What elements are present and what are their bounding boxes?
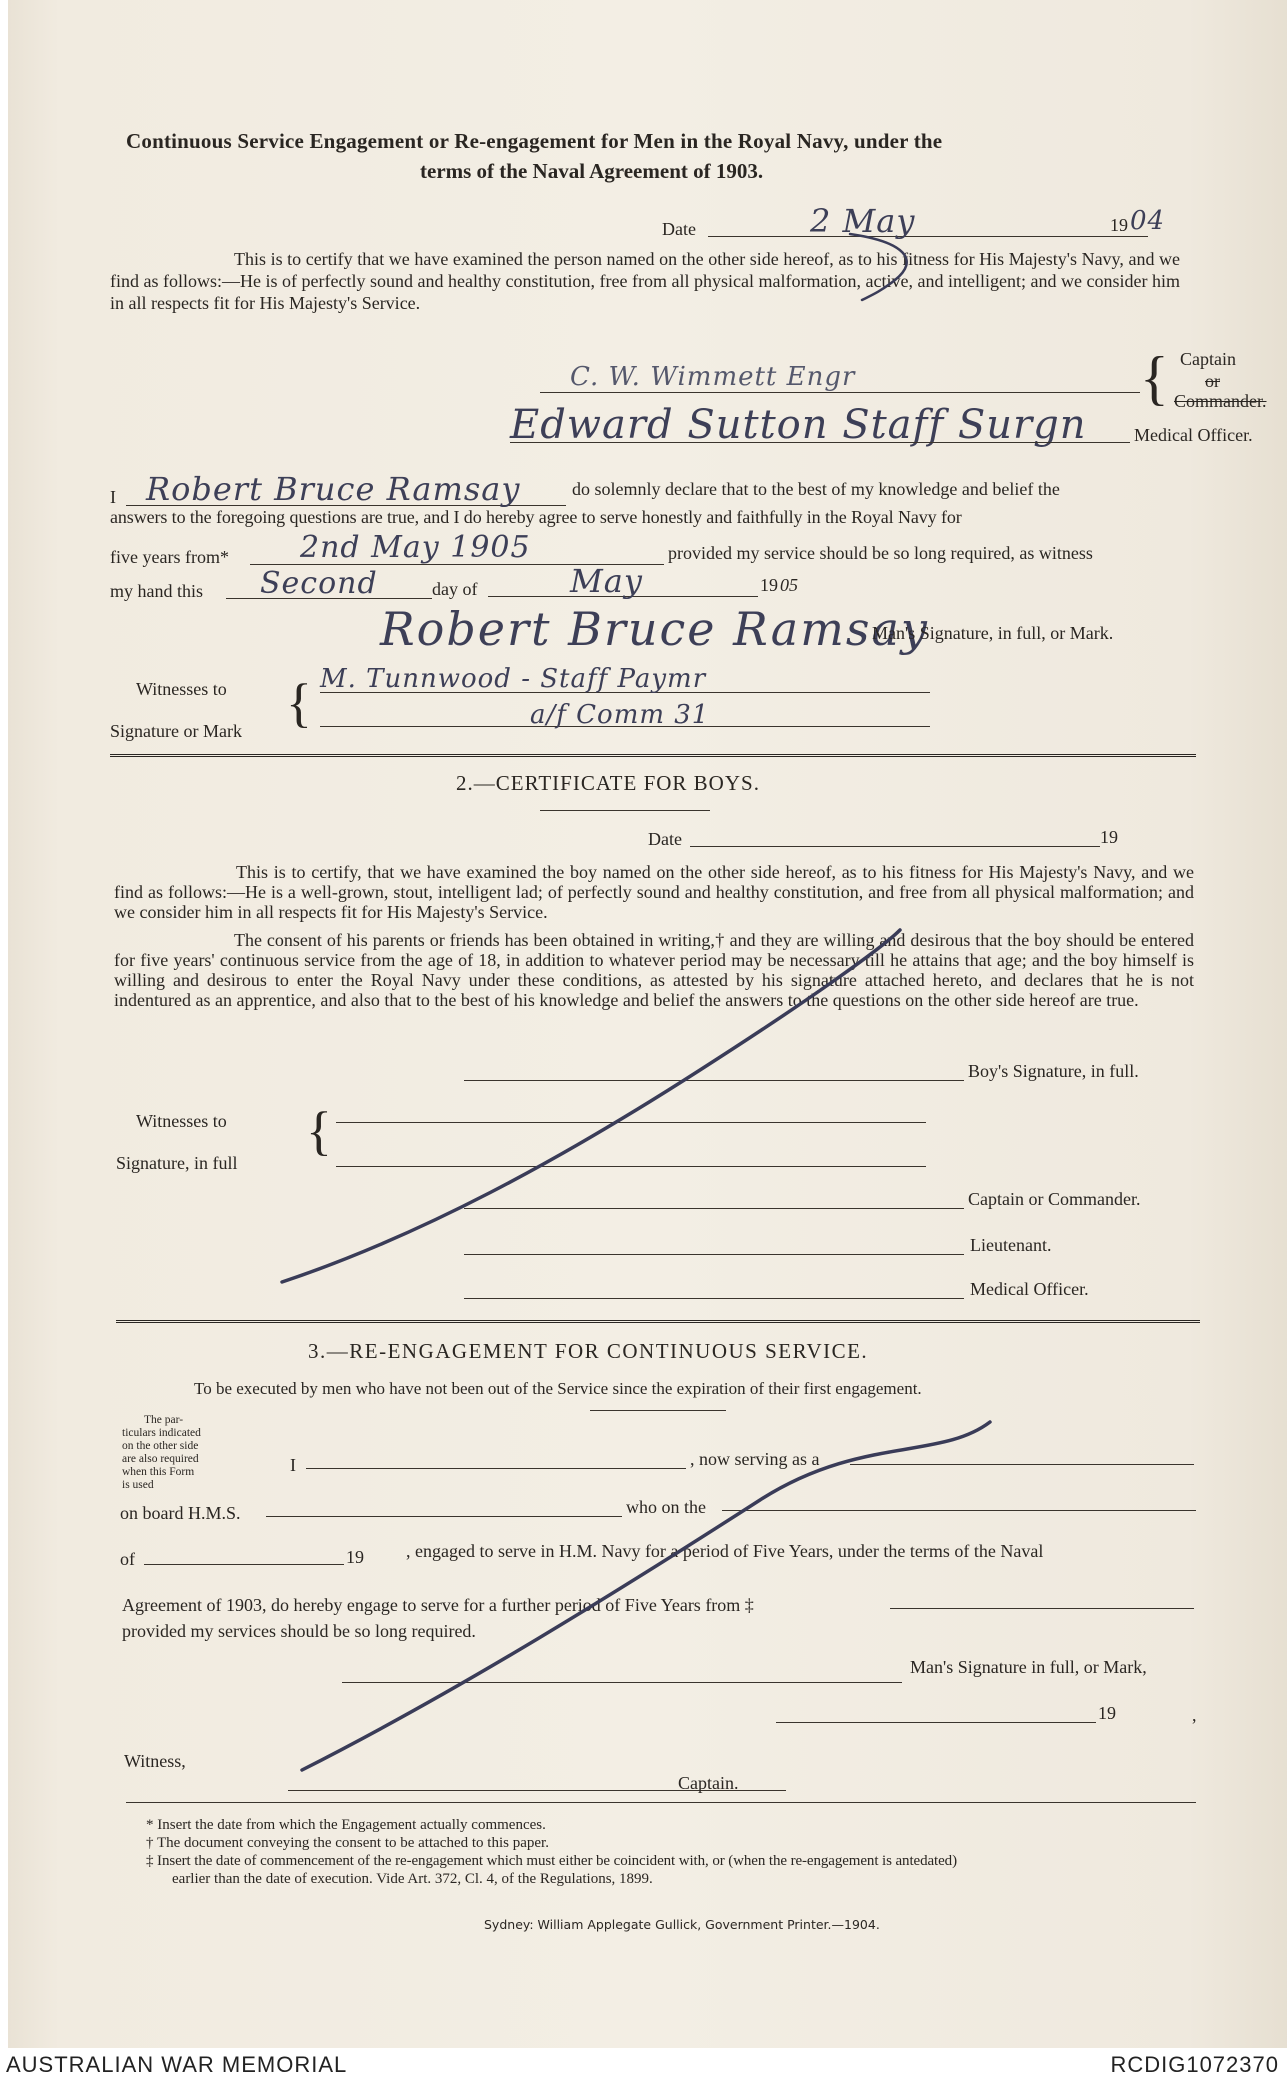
captain-label: Captain — [1180, 349, 1236, 369]
date-year-value: 04 — [1130, 206, 1166, 236]
day-of-label: day of — [432, 579, 478, 599]
section3-heading: 3.—RE-ENGAGEMENT FOR CONTINUOUS SERVICE. — [308, 1339, 869, 1363]
form-title-line2: terms of the Naval Agreement of 1903. — [420, 159, 764, 183]
boy-captain-label: Captain or Commander. — [968, 1189, 1141, 1209]
day-value: Second — [260, 566, 378, 601]
captain-signature: C. W. Wimmett Engr — [570, 362, 856, 392]
printer-imprint: Sydney: William Applegate Gullick, Government Printer.—1904. — [484, 1917, 880, 1932]
section3-subheading: To be executed by men who have not been out of the Service since the expiration of their first engagement. — [194, 1379, 922, 1398]
re-i-label: I — [290, 1455, 296, 1475]
certify-paragraph: This is to certify that we have examined the person named on the other side hereof, as to his fitness for His Majesty's Navy, and we find as follows:—He is of perfectly sound and healthy constitution, free from all physical malformation, active, and intelligent; and we consider him in all respects fit for His Majesty's Service. — [110, 249, 1180, 313]
who-on-the-label: who on the — [626, 1497, 706, 1517]
hand-year-label: 19 — [760, 575, 778, 595]
re-year-comma: , — [1192, 1705, 1197, 1725]
boy-lieutenant-label: Lieutenant. — [970, 1235, 1052, 1255]
date-year-prefix: 19 — [1110, 215, 1128, 235]
witnesses-label-1: Witnesses to — [136, 679, 227, 699]
re-man-signature-label: Man's Signature in full, or Mark, — [910, 1657, 1147, 1677]
witness-2-signature: a/f Comm 31 — [530, 700, 710, 730]
footnote-1: * Insert the date from which the Engagement actually commences. — [146, 1817, 546, 1833]
witness-1-signature: M. Tunnwood - Staff Paymr — [320, 664, 707, 694]
agreement-text: Agreement of 1903, do hereby engage to serve for a further period of Five Years from ‡ — [122, 1595, 754, 1615]
boy-signature-label: Boy's Signature, in full. — [968, 1061, 1139, 1081]
boy-medical-label: Medical Officer. — [970, 1279, 1089, 1299]
declare-i-label: I — [110, 487, 116, 507]
declare-text-2: answers to the foregoing questions are true, and I do hereby agree to serve honestly and faithfully in the Royal Navy for — [110, 507, 962, 527]
commander-label: Commander. — [1174, 391, 1267, 411]
on-board-label: on board H.M.S. — [120, 1503, 241, 1523]
declare-text-1: do solemnly declare that to the best of my knowledge and belief the — [572, 479, 1060, 499]
of-label: of — [120, 1549, 135, 1569]
from-date-value: 2nd May 1905 — [300, 530, 531, 565]
medical-officer-label: Medical Officer. — [1134, 425, 1253, 445]
boy-witness-brace: { — [306, 1101, 332, 1161]
re-witness-label: Witness, — [124, 1751, 186, 1771]
footnote-2: † The document conveying the consent to be attached to this paper. — [146, 1835, 549, 1851]
date-value: 2 May — [810, 202, 916, 240]
footnote-3a: ‡ Insert the date of commencement of the re-engagement which must either be coincident with, or (when the re-engagement is antedated) — [146, 1853, 957, 1869]
medical-officer-signature: Edward Sutton Staff Surgn — [510, 402, 1087, 448]
caption-right: RCDIG1072370 — [1110, 2052, 1279, 2077]
date-label: Date — [662, 219, 696, 239]
now-serving-label: , now serving as a — [690, 1449, 820, 1469]
section2-heading: 2.—CERTIFICATE FOR BOYS. — [456, 771, 760, 795]
section2-date-label: Date — [648, 829, 682, 849]
declarant-name: Robert Bruce Ramsay — [146, 470, 521, 508]
boy-witnesses-label-2: Signature, in full — [116, 1153, 238, 1173]
margin-note: The par- ticulars indicated on the other side are also required when this Form is used — [122, 1414, 201, 1491]
boy-certify-paragraph: This is to certify, that we have examined the boy named on the other side hereof, as to his fitness for His Majesty's Navy, and we find as follows:—He is a well-grown, stout, intelligent lad; of perfectly sound and healthy constitution, and free from all physical malformation; and we consider him in all respects fit for His Majesty's Service. — [114, 862, 1194, 922]
man-signature: Robert Bruce Ramsay — [380, 602, 929, 656]
re-captain-label: Captain. — [678, 1773, 739, 1793]
provided-text: provided my service should be so long required, as witness — [668, 543, 1093, 563]
witness-brace: { — [286, 673, 312, 733]
man-signature-label: Man's Signature, in full, or Mark. — [872, 623, 1114, 643]
consent-paragraph: The consent of his parents or friends has been obtained in writing,† and they are willing and desirous that the boy should be entered for five years' continuous service from the age of 18, in addition to whatever period may be necessary till he attains that age; and the boy himself is willing and desirous to enter the Royal Navy under these conditions, as attested by his signature attached hereto, and declares that he is not indentured as an apprentice, and also that to the best of his knowledge and belief the answers to the questions on the other side hereof are true. — [114, 930, 1194, 1010]
boy-witnesses-label-1: Witnesses to — [136, 1111, 227, 1131]
month-value: May — [570, 562, 643, 600]
section-divider-2 — [116, 1320, 1200, 1323]
witnesses-label-2: Signature or Mark — [110, 721, 242, 741]
engagement-form — [110, 0, 1267, 2040]
of-year-label: 19 — [346, 1547, 364, 1567]
five-years-label: five years from* — [110, 547, 229, 567]
or-label: or — [1205, 371, 1220, 391]
engaged-text: , engaged to serve in H.M. Navy for a period of Five Years, under the terms of the Naval — [406, 1541, 1044, 1561]
hand-year-value: 05 — [780, 575, 798, 595]
caption-left: AUSTRALIAN WAR MEMORIAL — [6, 2052, 348, 2077]
brace: { — [1140, 345, 1169, 411]
provided-services-text: provided my services should be so long required. — [122, 1621, 476, 1641]
form-title-line1: Continuous Service Engagement or Re-engagement for Men in the Royal Navy, under the — [126, 129, 943, 153]
re-year-label: 19 — [1098, 1703, 1116, 1723]
section-divider-1 — [110, 754, 1196, 757]
section2-year-label: 19 — [1100, 827, 1118, 847]
hand-label: my hand this — [110, 581, 203, 601]
footnote-3b: earlier than the date of execution. Vide Art. 372, Cl. 4, of the Regulations, 1899. — [172, 1871, 653, 1887]
